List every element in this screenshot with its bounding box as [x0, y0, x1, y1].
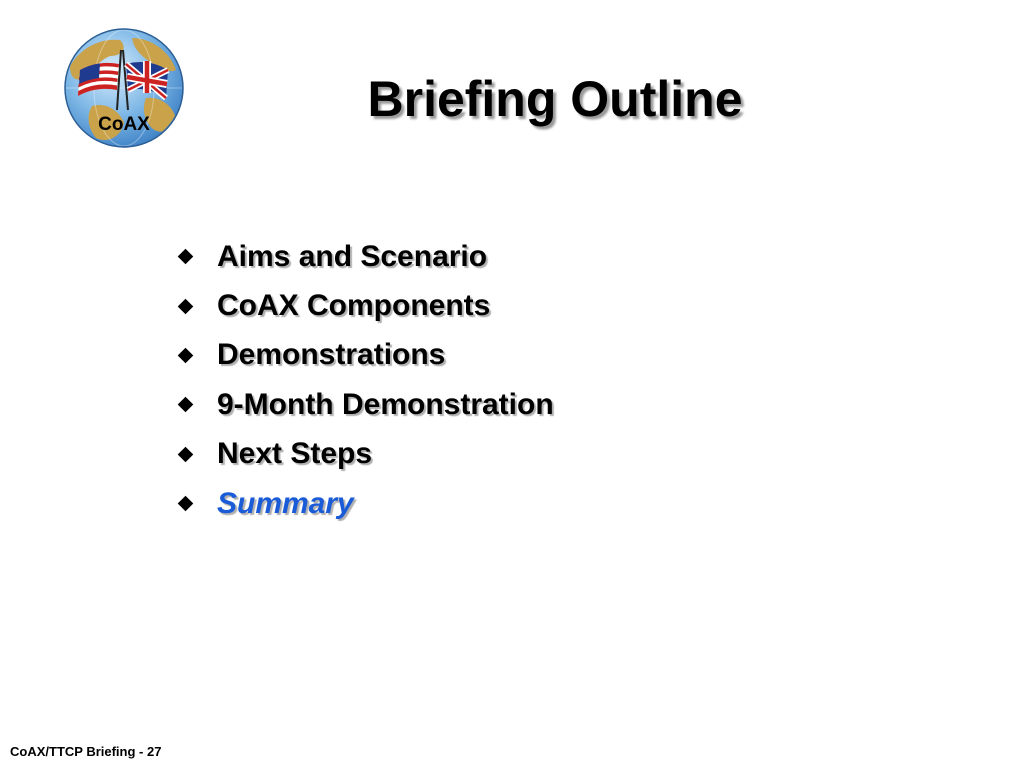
list-item [176, 281, 554, 330]
list-item-label: 9-Month Demonstration [217, 387, 554, 421]
page-title: Briefing Outline [367, 71, 743, 127]
logo-text: CoAX [98, 114, 150, 135]
diamond-bullet-icon [178, 496, 194, 512]
diamond-bullet-icon [178, 249, 194, 265]
diamond-bullet-icon [178, 348, 194, 364]
slide-footer: CoAX/TTCP Briefing - 27 [10, 744, 162, 759]
list-item-label: Aims and Scenario [217, 239, 488, 273]
list-item [176, 331, 554, 380]
diamond-bullet-icon [178, 446, 194, 462]
outline-list [176, 232, 554, 528]
list-item [176, 380, 554, 429]
list-item-label: Demonstrations [217, 338, 446, 372]
list-item [176, 430, 554, 479]
list-item [176, 232, 554, 281]
diamond-bullet-icon [178, 397, 194, 413]
list-item-label: Summary [217, 486, 354, 520]
list-item-label: CoAX Components [217, 289, 491, 323]
diamond-bullet-icon [178, 298, 194, 314]
list-item-label: Next Steps [217, 437, 373, 471]
list-item-current [176, 479, 554, 528]
